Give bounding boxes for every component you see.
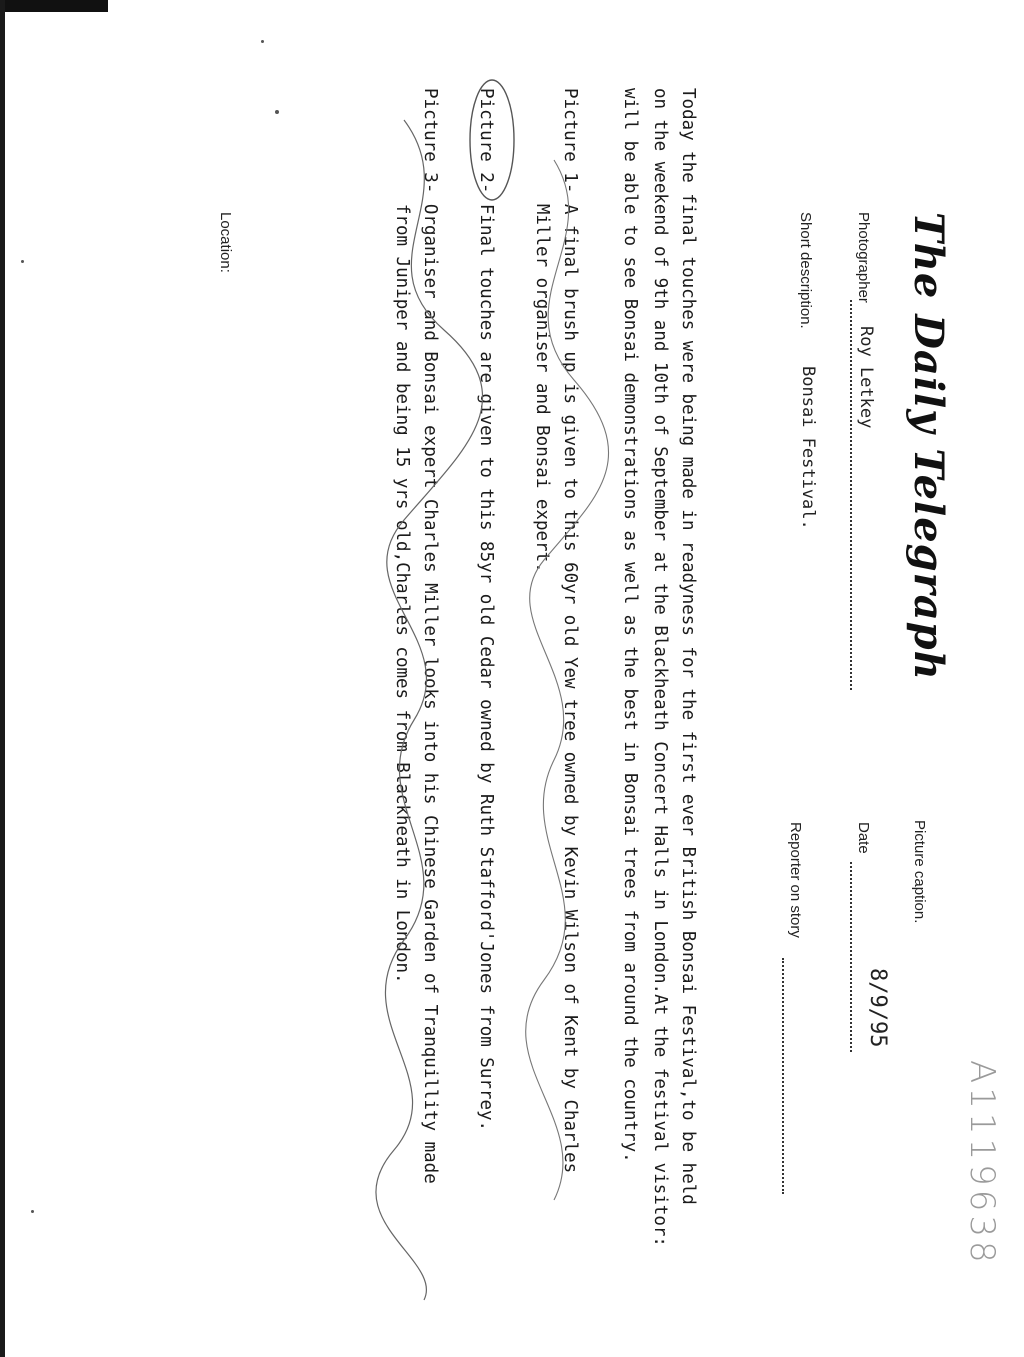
date-value: 8/9/95 [865, 968, 890, 1048]
scan-speck [31, 1210, 34, 1213]
body-intro-line: on the weekend of 9th and 10th of September at the Blackheath Concert Halls in London.At the festival visitor: [650, 88, 670, 1247]
reporter-line [782, 958, 784, 1194]
picture-2-caption-line: Picture 2- Final touches are given to this 85yr old Cedar owned by Ruth Stafford'Jones from Surrey. [476, 88, 496, 1132]
date-label: Date [855, 822, 872, 854]
photographer-line [850, 300, 852, 690]
picture-3-caption-line: Picture 3- Organiser and Bonsai expert Charles Miller looks into his Chinese Garden of Tranquillity made [420, 88, 440, 1184]
scan-speck [275, 110, 279, 114]
body-intro-line: Today the final touches were being made in readyness for the first ever British Bonsai Festival,to be held [678, 88, 698, 1205]
masthead-logo: The Daily Telegraph [905, 212, 952, 681]
photographer-value: Roy Letkey [856, 326, 876, 429]
picture-caption-label: Picture caption. [911, 820, 928, 924]
archive-code-handwritten: A1119638 [962, 1060, 1002, 1267]
location-label: Location: [217, 212, 234, 273]
photographer-label: Photographer [855, 212, 872, 303]
short-description-value: Bonsai Festival. [798, 366, 818, 530]
scan-speck [261, 40, 264, 43]
picture-1-caption-line: Picture 1- A final brush up is given to this 60yr old Yew tree owned by Kevin Wilson of Kent by Charles [560, 88, 580, 1174]
picture-1-caption-line: Miller organiser and Bonsai expert. [532, 88, 552, 573]
body-intro-line: will be able to see Bonsai demonstrations as well as the best in Bonsai trees from around the country. [620, 88, 640, 1163]
date-line [850, 862, 852, 1052]
reporter-label: Reporter on story [787, 822, 804, 938]
picture-3-caption-line: from Juniper and being 15 yrs old,Charles comes from Blackheath in London. [392, 88, 412, 984]
short-description-label: Short description. [797, 212, 814, 329]
scan-speck [21, 260, 24, 263]
